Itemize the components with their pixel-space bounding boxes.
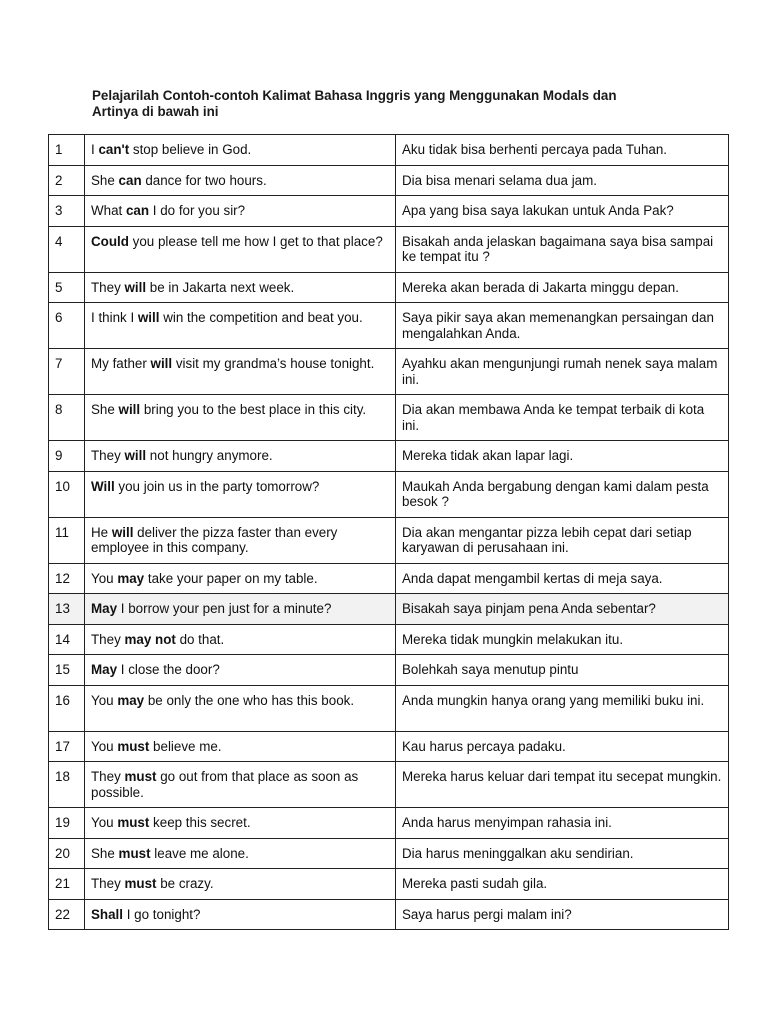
table-row [49, 685, 729, 731]
sentence-suffix: win the competition and beat you. [159, 310, 363, 325]
modal-verb: May [91, 662, 118, 677]
indonesian-translation: Mereka tidak akan lapar lagi. [396, 441, 729, 472]
sentence-suffix: you join us in the party tomorrow? [114, 478, 320, 494]
row-number: 4 [49, 226, 85, 272]
indonesian-translation: Bisakah anda jelaskan bagaimana saya bisa sampai ke tempat itu ? [396, 226, 729, 272]
modal-verb: can [125, 203, 150, 218]
indonesian-translation: Apa yang bisa saya lakukan untuk Anda Pak? [396, 196, 729, 227]
sentence-suffix: not hungry anymore. [146, 448, 273, 463]
indonesian-translation: Saya pikir saya akan memenangkan persaingan dan mengalahkan Anda. [396, 303, 729, 349]
indonesian-translation: Kau harus percaya padaku. [396, 731, 729, 762]
english-sentence [85, 869, 396, 900]
indonesian-translation: Bisakah saya pinjam pena Anda sebentar? [396, 594, 729, 625]
row-number: 8 [49, 395, 85, 441]
table-row [49, 808, 729, 839]
english-sentence [85, 395, 396, 441]
sentence-prefix: You [91, 570, 118, 586]
sentence-prefix: You [91, 738, 118, 754]
english-sentence [85, 196, 396, 227]
sentence-prefix: He [91, 524, 112, 540]
indonesian-translation: Anda mungkin hanya orang yang memiliki buku ini. [396, 685, 729, 731]
sentence-suffix: go out from that place as soon as possible. [91, 769, 362, 800]
english-sentence [85, 594, 396, 625]
table-row [49, 165, 729, 196]
modal-verb: will [118, 402, 141, 417]
modal-verb: can't [98, 142, 130, 157]
sentence-prefix: My father [91, 356, 151, 371]
sentence-suffix: take your paper on my table. [144, 570, 318, 586]
english-sentence [85, 349, 396, 395]
table-row [49, 869, 729, 900]
table-row [49, 624, 729, 655]
row-number: 14 [49, 624, 85, 655]
indonesian-translation: Anda dapat mengambil kertas di meja saya. [396, 563, 729, 594]
sentence-suffix: I borrow your pen just for a minute? [117, 601, 332, 616]
row-number: 20 [49, 838, 85, 869]
row-number: 12 [49, 563, 85, 594]
sentence-prefix: They [91, 876, 125, 891]
row-number: 6 [49, 303, 85, 349]
english-sentence [85, 685, 396, 731]
table-row [49, 517, 729, 563]
modal-verb: may [117, 570, 145, 586]
modal-verb: will [150, 356, 173, 371]
sentence-suffix: dance for two hours. [141, 172, 267, 188]
english-sentence [85, 471, 396, 517]
indonesian-translation: Anda harus menyimpan rahasia ini. [396, 808, 729, 839]
english-sentence [85, 655, 396, 686]
sentence-suffix: believe me. [149, 738, 222, 754]
sentence-prefix: I think I [91, 310, 138, 325]
row-number: 11 [49, 517, 85, 563]
sentence-suffix: leave me alone. [150, 845, 249, 861]
row-number: 22 [49, 899, 85, 930]
row-number: 19 [49, 808, 85, 839]
indonesian-translation: Mereka pasti sudah gila. [396, 869, 729, 900]
table-row [49, 441, 729, 472]
modal-verb: must [124, 876, 157, 891]
sentence-suffix: be crazy. [156, 876, 214, 891]
table-row [49, 731, 729, 762]
modal-verb: will [124, 279, 147, 295]
modal-verb: must [117, 738, 150, 754]
table-row [49, 349, 729, 395]
sentence-prefix: You [91, 815, 118, 830]
sentence-prefix: She [91, 845, 119, 861]
table-row [49, 135, 729, 166]
sentence-prefix: I [91, 142, 99, 157]
english-sentence [85, 135, 396, 166]
modal-verb: will [124, 448, 147, 463]
indonesian-translation: Maukah Anda bergabung dengan kami dalam pesta besok ? [396, 471, 729, 517]
indonesian-translation: Bolehkah saya menutup pintu [396, 655, 729, 686]
sentence-suffix: be only the one who has this book. [144, 692, 355, 708]
row-number: 1 [49, 135, 85, 166]
sentence-suffix: I close the door? [117, 662, 220, 677]
indonesian-translation: Dia akan mengantar pizza lebih cepat dari setiap karyawan di perusahaan ini. [396, 517, 729, 563]
sentence-suffix: visit my grandma’s house tonight. [172, 356, 375, 371]
title-line-1: Pelajarilah Contoh-contoh Kalimat Bahasa Inggris yang Menggunakan Modals dan [92, 88, 617, 103]
indonesian-translation: Saya harus pergi malam ini? [396, 899, 729, 930]
row-number: 13 [49, 594, 85, 625]
modals-table [48, 134, 729, 930]
row-number: 18 [49, 762, 85, 808]
english-sentence [85, 303, 396, 349]
row-number: 7 [49, 349, 85, 395]
english-sentence [85, 226, 396, 272]
english-sentence [85, 808, 396, 839]
english-sentence [85, 838, 396, 869]
sentence-prefix: They [91, 448, 125, 463]
modal-verb: must [117, 815, 150, 830]
sentence-prefix: They [91, 631, 125, 647]
indonesian-translation: Aku tidak bisa berhenti percaya pada Tuhan. [396, 135, 729, 166]
english-sentence [85, 624, 396, 655]
modal-verb: will [137, 310, 160, 325]
row-number: 3 [49, 196, 85, 227]
sentence-suffix: do that. [175, 631, 225, 647]
english-sentence [85, 517, 396, 563]
english-sentence [85, 563, 396, 594]
modal-verb: will [111, 524, 134, 540]
row-number: 16 [49, 685, 85, 731]
indonesian-translation: Mereka tidak mungkin melakukan itu. [396, 624, 729, 655]
title-line-2: Artinya di bawah ini [92, 104, 219, 119]
table-row [49, 899, 729, 930]
modal-verb: must [124, 769, 157, 784]
modal-verb: may not [124, 631, 176, 647]
english-sentence [85, 441, 396, 472]
indonesian-translation: Dia harus meninggalkan aku sendirian. [396, 838, 729, 869]
modal-verb: May [91, 601, 118, 616]
modals-table-body [49, 135, 729, 930]
table-row [49, 762, 729, 808]
sentence-suffix: deliver the pizza faster than every employee in this company. [91, 524, 342, 555]
english-sentence [85, 165, 396, 196]
row-number: 17 [49, 731, 85, 762]
indonesian-translation: Dia akan membawa Anda ke tempat terbaik di kota ini. [396, 395, 729, 441]
row-number: 5 [49, 272, 85, 303]
sentence-prefix: They [91, 769, 125, 784]
indonesian-translation: Mereka harus keluar dari tempat itu secepat mungkin. [396, 762, 729, 808]
english-sentence [85, 731, 396, 762]
table-row [49, 594, 729, 625]
indonesian-translation: Mereka akan berada di Jakarta minggu depan. [396, 272, 729, 303]
table-row [49, 196, 729, 227]
modal-verb: Will [91, 478, 115, 494]
sentence-suffix: bring you to the best place in this city. [140, 402, 367, 417]
table-row [49, 272, 729, 303]
english-sentence [85, 272, 396, 303]
modal-verb: can [118, 172, 142, 188]
indonesian-translation: Ayahku akan mengunjungi rumah nenek saya malam ini. [396, 349, 729, 395]
table-row [49, 838, 729, 869]
sentence-prefix: She [91, 402, 119, 417]
sentence-prefix: They [91, 279, 125, 295]
row-number: 9 [49, 441, 85, 472]
table-row [49, 395, 729, 441]
row-number: 2 [49, 165, 85, 196]
page-title [92, 88, 692, 120]
modal-verb: Shall [91, 906, 123, 922]
table-row [49, 226, 729, 272]
row-number: 21 [49, 869, 85, 900]
sentence-suffix: I do for you sir? [149, 203, 246, 218]
indonesian-translation: Dia bisa menari selama dua jam. [396, 165, 729, 196]
sentence-prefix: What [91, 203, 126, 218]
sentence-suffix: be in Jakarta next week. [146, 279, 295, 295]
sentence-prefix: You [91, 692, 118, 708]
row-number: 10 [49, 471, 85, 517]
sentence-suffix: I go tonight? [123, 906, 201, 922]
row-number: 15 [49, 655, 85, 686]
english-sentence [85, 762, 396, 808]
modal-verb: Could [91, 233, 129, 249]
english-sentence [85, 899, 396, 930]
sentence-suffix: you please tell me how I get to that place? [128, 233, 383, 249]
sentence-suffix: keep this secret. [149, 815, 251, 830]
modal-verb: must [118, 845, 151, 861]
sentence-suffix: stop believe in God. [129, 142, 252, 157]
sentence-prefix: She [91, 172, 119, 188]
table-row [49, 303, 729, 349]
table-row [49, 655, 729, 686]
modal-verb: may [117, 692, 145, 708]
table-row [49, 471, 729, 517]
table-row [49, 563, 729, 594]
